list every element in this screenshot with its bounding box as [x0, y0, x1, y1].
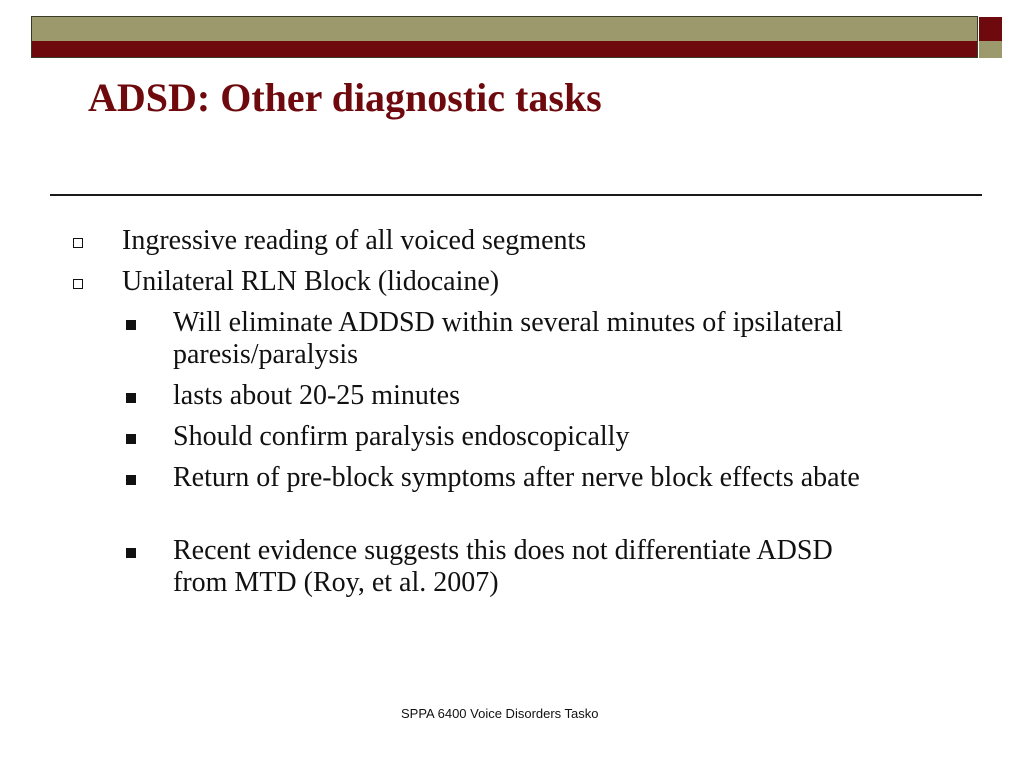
header-olive-bar — [32, 17, 978, 41]
solid-square-icon — [126, 475, 136, 485]
footer-text: SPPA 6400 Voice Disorders Tasko — [401, 706, 599, 721]
list-item: Unilateral RLN Block (lidocaine) — [122, 266, 500, 297]
list-item: Return of pre-block symptoms after nerve block effects abate — [173, 462, 860, 493]
solid-square-icon — [126, 320, 136, 330]
list-item: Will eliminate ADDSD within several minutes of ipsilateral paresis/paralysis — [173, 307, 843, 370]
solid-square-icon — [126, 393, 136, 403]
hollow-square-icon — [73, 279, 83, 289]
solid-square-icon — [126, 434, 136, 444]
list-item: Recent evidence suggests this does not differentiate ADSD from MTD (Roy, et al. 2007) — [173, 535, 833, 598]
corner-olive-block — [979, 41, 1002, 58]
solid-square-icon — [126, 548, 136, 558]
list-item: Should confirm paralysis endoscopically — [173, 421, 630, 452]
list-item: lasts about 20-25 minutes — [173, 380, 460, 411]
corner-red-block — [979, 17, 1002, 41]
hollow-square-icon — [73, 238, 83, 248]
slide-title: ADSD: Other diagnostic tasks — [88, 75, 602, 120]
title-divider — [50, 194, 982, 196]
list-item: Ingressive reading of all voiced segments — [122, 225, 587, 256]
header-red-bar — [32, 41, 978, 58]
